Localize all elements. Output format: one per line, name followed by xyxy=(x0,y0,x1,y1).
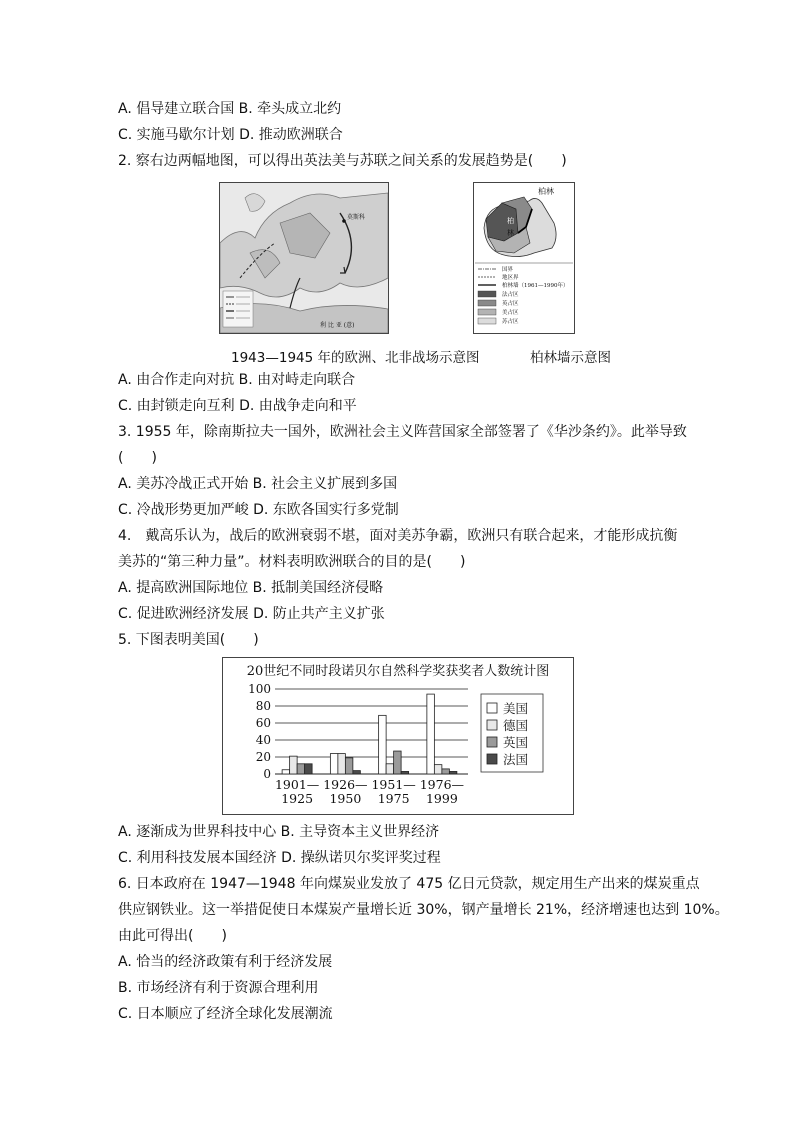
bar-3 xyxy=(305,764,313,774)
bar-3 xyxy=(449,771,457,774)
q3-options-line2: C. 冷战形势更加严峻 D. 东欧各国实行多党制 xyxy=(118,502,399,518)
nobel-chart xyxy=(222,657,574,815)
q3-stem-line1: 3. 1955 年，除南斯拉夫一国外，欧洲社会主义阵营国家全部签署了《华沙条约》。此举导致 xyxy=(118,424,687,440)
europe-map-drawing xyxy=(220,183,388,333)
q6-stem-line2: 供应钢铁业。这一举措促使日本煤炭产量增长近 30%，钢产量增长 21%，经济增速也达到 10%。 xyxy=(118,902,729,918)
q2-stem: 2. 察右边两幅地图，可以得出英法美与苏联之间关系的发展趋势是( ) xyxy=(118,153,567,169)
y-tick-label: 100 xyxy=(248,682,271,696)
q6-stem-line3: 由此可得出( ) xyxy=(118,928,227,944)
legend-label: 美国 xyxy=(503,701,529,716)
q2-options-line1: A. 由合作走向对抗 B. 由对峙走向联合 xyxy=(118,372,356,388)
x-tick-label: 1926— xyxy=(323,777,368,792)
y-tick-label: 40 xyxy=(255,733,271,747)
q3-options-line1: A. 美苏冷战正式开始 B. 社会主义扩展到多国 xyxy=(118,476,398,492)
legend-label: 德国 xyxy=(503,718,529,733)
q6-option-b: B. 市场经济有利于资源合理利用 xyxy=(118,980,319,996)
map-left-caption: 1943—1945 年的欧洲、北非战场示意图 xyxy=(231,350,480,366)
q5-options-line2: C. 利用科技发展本国经济 D. 操纵诺贝尔奖评奖过程 xyxy=(118,850,441,866)
x-tick-label: 1976— xyxy=(419,777,465,792)
bar-0 xyxy=(379,715,387,774)
legend-soviet: 苏占区 xyxy=(502,319,519,325)
q6-stem-line1: 6. 日本政府在 1947—1948 年向煤炭业发放了 475 亿日元贷款，规定用生产出来的煤炭重点 xyxy=(118,876,700,892)
q5-stem: 5. 下图表明美国( ) xyxy=(118,632,259,648)
x-tick-label: 1951— xyxy=(371,777,416,792)
bar-3 xyxy=(401,771,409,774)
legend-american: 美占区 xyxy=(502,310,519,316)
bar-2 xyxy=(394,751,402,774)
y-tick-label: 20 xyxy=(255,750,271,764)
legend-border: 国界 xyxy=(502,267,514,273)
bar-2 xyxy=(345,758,353,774)
legend-label: 法国 xyxy=(503,752,529,767)
legend-wall: 柏林墙（1961—1990年） xyxy=(502,283,569,289)
y-tick-label: 60 xyxy=(255,716,271,730)
legend-british: 英占区 xyxy=(502,301,519,307)
bar-1 xyxy=(290,756,298,774)
q4-stem-line2: 美苏的“第三种力量”。材料表明欧洲联合的目的是( ) xyxy=(118,554,466,570)
nobel-chart-svg xyxy=(223,658,573,814)
q6-option-a: A. 恰当的经济政策有利于经济发展 xyxy=(118,954,333,970)
bar-1 xyxy=(386,764,394,774)
x-tick-label: 1901— xyxy=(274,777,320,792)
map-right-caption: 柏林墙示意图 xyxy=(530,350,611,366)
bar-0 xyxy=(282,770,290,774)
legend-french: 法占区 xyxy=(502,292,519,298)
bar-0 xyxy=(330,754,338,774)
legend-label: 英国 xyxy=(503,735,529,750)
bar-0 xyxy=(427,694,435,774)
bar-1 xyxy=(434,765,442,774)
q3-stem-line2: ( ) xyxy=(118,450,157,466)
chart-title: 20世纪不同时段诺贝尔自然科学奖获奖者人数统计图 xyxy=(246,664,550,679)
q5-options-line1: A. 逐渐成为世界科技中心 B. 主导资本主义世界经济 xyxy=(118,824,440,840)
bar-1 xyxy=(338,754,346,774)
bar-3 xyxy=(353,771,361,774)
berlin-title: 柏林 xyxy=(538,187,554,196)
q2-options-line2: C. 由封锁走向互利 D. 由战争走向和平 xyxy=(118,398,357,414)
legend-swatch xyxy=(487,703,497,713)
legend-swatch xyxy=(487,720,497,730)
center-label-1: 柏 xyxy=(507,217,514,225)
moscow-label: 莫斯科 xyxy=(347,214,366,221)
europe-war-map xyxy=(219,182,389,334)
q1-options-line2: C. 实施马歇尔计划 D. 推动欧洲联合 xyxy=(118,127,343,143)
legend-swatch xyxy=(487,754,497,764)
x-tick-label: 1950 xyxy=(329,791,362,806)
y-tick-label: 80 xyxy=(255,699,271,713)
libya-label: 利 比 亚 (意) xyxy=(320,322,355,329)
berlin-wall-map xyxy=(473,182,575,334)
q4-options-line2: C. 促进欧洲经济发展 D. 防止共产主义扩张 xyxy=(118,606,385,622)
q4-options-line1: A. 提高欧洲国际地位 B. 抵制美国经济侵略 xyxy=(118,580,384,596)
q4-stem-line1: 4. 戴高乐认为，战后的欧洲衰弱不堪，面对美苏争霸，欧洲只有联合起来，才能形成抗衡 xyxy=(118,528,678,544)
legend-region-border: 地区界 xyxy=(502,275,519,281)
x-tick-label: 1975 xyxy=(377,791,410,806)
y-tick-label: 0 xyxy=(263,767,271,781)
x-tick-label: 1925 xyxy=(281,791,314,806)
q6-option-c: C. 日本顺应了经济全球化发展潮流 xyxy=(118,1006,333,1022)
bar-2 xyxy=(297,764,305,774)
berlin-map-drawing xyxy=(474,183,574,333)
q1-options-line1: A. 倡导建立联合国 B. 牵头成立北约 xyxy=(118,101,342,117)
x-tick-label: 1999 xyxy=(425,791,458,806)
bar-2 xyxy=(442,769,450,774)
legend-swatch xyxy=(487,737,497,747)
center-label-2: 林 xyxy=(507,229,514,237)
